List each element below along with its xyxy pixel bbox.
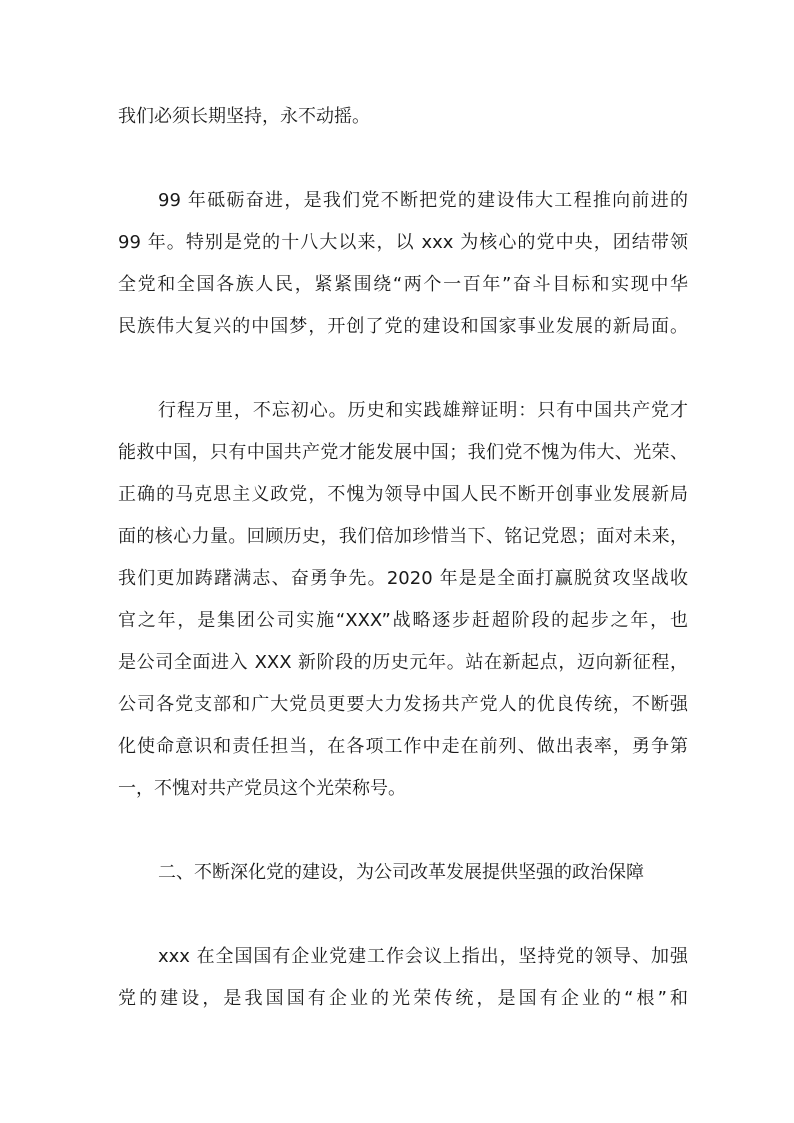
text-line-1: 我们必须长期坚持，永不动摇。 <box>118 106 370 127</box>
text-line-11: 官之年，是集团公司实施“XXX”战略逐步赶超阶段的起步之年，也 <box>118 610 688 631</box>
text-line-4: 全党和全国各族人民，紧紧围绕“两个一百年”奋斗目标和实现中华 <box>118 274 688 295</box>
text-line-12: 是公司全面进入 XXX 新阶段的历史元年。站在新起点，迈向新征程， <box>118 652 688 673</box>
text-line-8: 正确的马克思主义政党，不愧为领导中国人民不断开创事业发展新局 <box>118 484 688 505</box>
text-line-5: 民族伟大复兴的中国梦，开创了党的建设和国家事业发展的新局面。 <box>118 316 688 337</box>
text-line-17: xxx 在全国国有企业党建工作会议上指出，坚持党的领导、加强 <box>158 946 688 967</box>
section-heading: 二、不断深化党的建设，为公司改革发展提供坚强的政治保障 <box>158 862 644 883</box>
text-line-15: 一，不愧对共产党员这个光荣称号。 <box>118 778 406 799</box>
text-line-10: 我们更加踌躇满志、奋勇争先。2020 年是是全面打赢脱贫攻坚战收 <box>118 568 688 589</box>
text-line-2: 99 年砥砺奋进，是我们党不断把党的建设伟大工程推向前进的 <box>158 190 688 211</box>
text-line-7: 能救中国，只有中国共产党才能发展中国；我们党不愧为伟大、光荣、 <box>118 442 688 463</box>
text-line-9: 面的核心力量。回顾历史，我们倍加珍惜当下、铭记党恩；面对未来， <box>118 526 688 547</box>
text-line-13: 公司各党支部和广大党员更要大力发扬共产党人的优良传统，不断强 <box>118 694 688 715</box>
text-line-6: 行程万里，不忘初心。历史和实践雄辩证明：只有中国共产党才 <box>158 400 688 421</box>
text-line-3: 99 年。特别是党的十八大以来，以 xxx 为核心的党中央，团结带领 <box>118 232 688 253</box>
text-line-18: 党的建设，是我国国有企业的光荣传统，是国有企业的“根”和 <box>118 988 688 1009</box>
text-line-14: 化使命意识和责任担当，在各项工作中走在前列、做出表率，勇争第 <box>118 736 688 757</box>
